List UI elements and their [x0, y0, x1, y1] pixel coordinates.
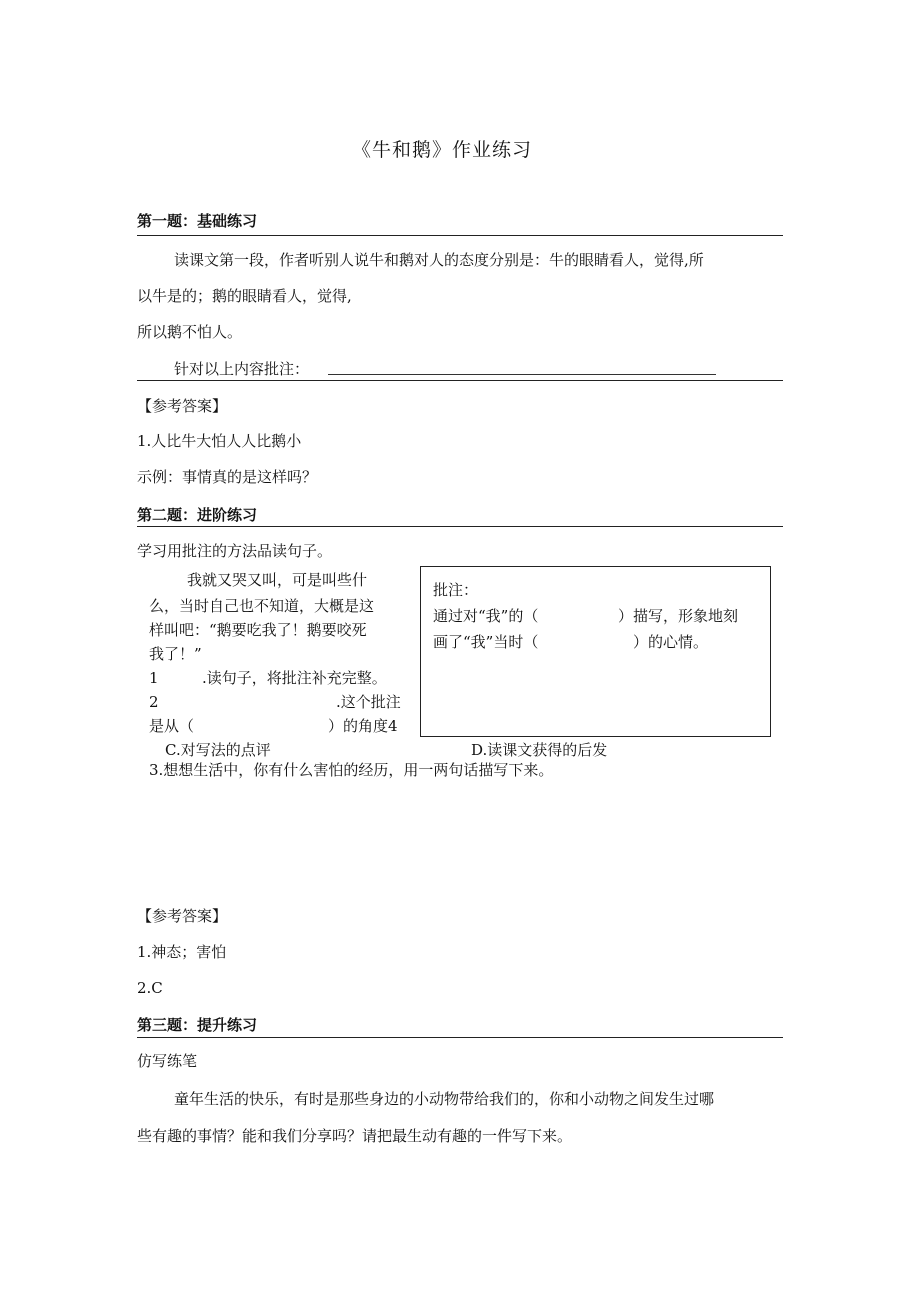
- section-1-para-line-3: 所以鹅不怕人。: [137, 323, 243, 341]
- section-2-heading: 第二题：进阶练习: [137, 506, 258, 524]
- section-2-rule: [137, 526, 783, 527]
- annotation-box-label: 批注：: [433, 581, 479, 599]
- annotate-blank-line[interactable]: [328, 374, 716, 375]
- quote-line-4: 我了！”: [149, 645, 202, 663]
- annotation-box-line-2b: ）的心情。: [633, 633, 709, 651]
- question-2-line-2b: ）的角度4: [328, 717, 398, 735]
- section-3-para-line-1: 童年生活的快乐，有时是那些身边的小动物带给我们的，你和小动物之间发生过哪: [174, 1090, 715, 1108]
- annotation-box-line-1b: ）描写，形象地刻: [618, 607, 739, 625]
- section-1-answer-heading: 【参考答案】: [137, 397, 228, 415]
- section-1-heading: 第一题：基础练习: [137, 212, 258, 230]
- quote-line-2: 么，当时自己也不知道，大概是这: [149, 597, 375, 615]
- question-2-text: .这个批注: [336, 693, 401, 711]
- question-2-line-2a: 是从（: [149, 717, 195, 735]
- option-d: D.读课文获得的后发: [471, 741, 608, 759]
- annotation-box-line-2a: 画了“我”当时（: [433, 633, 539, 651]
- section-1-para-line-2: 以牛是的；鹅的眼睛看人，觉得,: [137, 287, 352, 305]
- section-3-para-line-2: 些有趣的事情？能和我们分享吗？请把最生动有趣的一件写下来。: [137, 1127, 573, 1145]
- section-3-heading: 第三题：提升练习: [137, 1016, 258, 1034]
- section-3-rule: [137, 1037, 783, 1038]
- section-2-answer-heading: 【参考答案】: [137, 907, 228, 925]
- section-1-answer-2: 示例：事情真的是这样吗？: [137, 468, 318, 486]
- question-1-number: 1: [149, 669, 159, 687]
- section-2-answer-2: 2.C: [137, 979, 163, 997]
- section-3-subheading: 仿写练笔: [137, 1052, 198, 1070]
- quote-line-3: 样叫吧：“鹅要吃我了！鹅要咬死: [149, 621, 367, 639]
- section-1-answer-1: 1.人比牛大怕人人比鹅小: [137, 432, 302, 450]
- section-2-intro: 学习用批注的方法品读句子。: [137, 542, 333, 560]
- section-2-answer-1: 1.神态；害怕: [137, 943, 227, 961]
- page-title: 《牛和鹅》作业练习: [352, 139, 533, 161]
- question-2-number: 2: [149, 693, 159, 711]
- question-1-text: .读句子，将批注补充完整。: [202, 669, 387, 687]
- quote-line-1: 我就又哭又叫，可是叫些什: [187, 571, 368, 589]
- annotation-box-line-1a: 通过对“我”的（: [433, 607, 539, 625]
- section-1-para-line-1: 读课文第一段，作者听别人说牛和鹅对人的态度分别是：牛的眼睛看人，觉得,所: [174, 251, 704, 269]
- annotate-label: 针对以上内容批注：: [174, 360, 310, 378]
- question-3: 3.想想生活中，你有什么害怕的经历，用一两句话描写下来。: [149, 761, 554, 779]
- section-1-bottom-rule: [137, 380, 783, 381]
- option-c: C.对写法的点评: [165, 741, 271, 759]
- section-1-rule: [137, 235, 783, 236]
